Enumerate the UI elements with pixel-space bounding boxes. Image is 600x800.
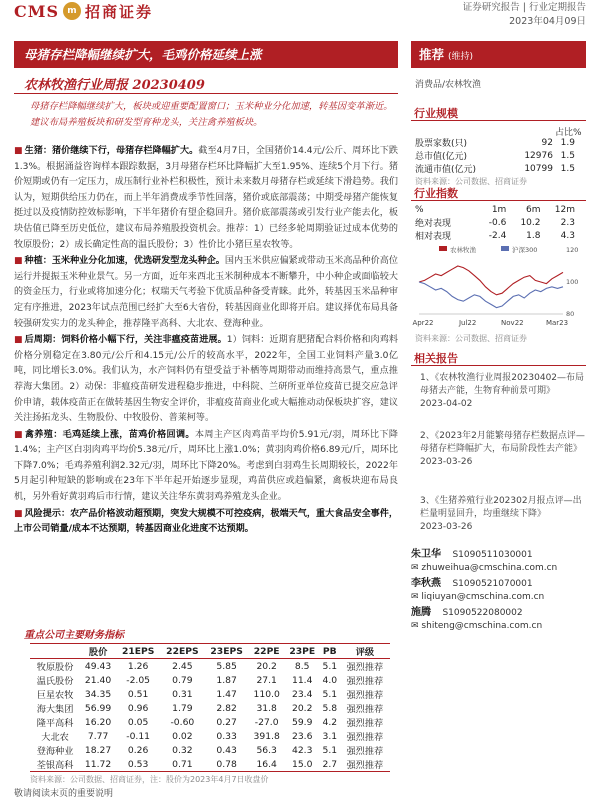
table-row: [415, 162, 575, 175]
key-table-source: 资料来源：公司数据、招商证券，注：股价为2023年4月7日收盘价: [30, 775, 269, 784]
table-cell: 0.33: [216, 730, 237, 742]
analyst-email[interactable]: zhuweihua@cmschina.com.cn: [421, 563, 558, 573]
table-cell: 23.6: [291, 730, 313, 742]
table-cell: 2.7: [320, 757, 340, 772]
table-cell: 强烈推荐: [346, 662, 384, 673]
bullet-icon: ■: [14, 256, 23, 267]
table-cell: 强烈推荐: [346, 746, 384, 757]
table-row: [30, 659, 390, 674]
bullet-icon: ■: [14, 335, 23, 346]
index-cell: %: [415, 204, 424, 215]
table-cell: 16.4: [249, 757, 285, 772]
table-cell: 0.32: [172, 744, 193, 756]
table-cell: 大北农: [41, 732, 69, 743]
table-cell: 强烈推荐: [346, 704, 384, 715]
scale-cell: 92: [541, 137, 553, 148]
table-cell: 110.0: [253, 688, 280, 700]
paragraph-head: 生猪：猪价继续下行，母猪存栏降幅扩大。: [24, 146, 199, 156]
index-cell: 绝对表现: [415, 219, 452, 229]
table-cell: 20.2: [256, 660, 277, 672]
report-subtitle: 农林牧渔行业周报 20230409: [24, 78, 205, 93]
key-financials-table: [30, 643, 390, 772]
mail-icon: ✉: [411, 563, 419, 573]
body-text: [14, 144, 398, 539]
table-row: [415, 149, 575, 162]
related-title: 1、《农林牧渔行业周报20230402—布局母猪去产能，生物育种前景可期》: [420, 373, 585, 397]
paragraph-text: 农产品价格波动超预期，突发大规模不可控疫病，极端天气，重大食品安全事件，上市公司销量/成本不达预期，转基因商业化进度不达预期。: [14, 508, 398, 535]
table-cell: 42.3: [291, 744, 313, 756]
mail-icon: ✉: [411, 621, 419, 631]
rating-sub: (维持): [448, 52, 474, 62]
bullet-icon: ■: [14, 146, 23, 156]
analyst: [411, 606, 542, 633]
table-cell: 15.0: [285, 757, 320, 772]
table-cell: 16.20: [84, 716, 112, 728]
legend-label: 沪深300: [512, 246, 538, 254]
table-cell: 7.77: [87, 730, 109, 742]
paragraph-head: 风险提示：: [24, 508, 71, 519]
series-line: [419, 266, 563, 295]
analyst: [411, 548, 557, 575]
analyst-name: 朱卫华: [411, 549, 441, 560]
analyst-name: 李秋燕: [411, 578, 441, 589]
legend-label: 农林牧渔: [450, 246, 476, 254]
table-cell: 11.4: [291, 674, 313, 686]
table-cell: 59.9: [291, 716, 313, 728]
table-cell: 2.82: [216, 702, 237, 714]
category-label: 消费品/农林牧渔: [415, 80, 482, 90]
logo-mark-icon: m: [63, 2, 81, 20]
table-row: [30, 743, 390, 757]
index-cell: 6m: [526, 204, 541, 215]
related-title: 3、《生猪养殖行业202302月报点评—出栏量明显回升，均重继续下降》: [420, 496, 582, 520]
section-related: 相关报告: [411, 350, 586, 366]
table-header-cell: 22EPS: [160, 644, 204, 659]
scale-cell: 流通市值(亿元): [415, 165, 477, 175]
table-header-cell: 23PE: [285, 644, 320, 659]
analyst-email[interactable]: liqiuyan@cmschina.com.cn: [421, 592, 545, 602]
series-line: [419, 282, 563, 308]
scale-cell: 12976: [524, 150, 553, 161]
table-cell: 0.31: [172, 688, 193, 700]
paragraph-head: 禽养殖：毛鸡延续上涨，苗鸡价格回调。: [24, 429, 195, 440]
index-cell: 4.3: [560, 230, 575, 241]
table-row: [415, 229, 575, 242]
table-cell: 18.27: [84, 744, 112, 756]
index-cell: -0.6: [488, 217, 507, 228]
rating-banner: [411, 41, 586, 68]
analyst-id: S1090521070001: [452, 579, 533, 589]
rating: 推荐: [419, 47, 445, 62]
table-header-row: [30, 644, 390, 659]
table-cell: 强烈推荐: [340, 757, 390, 772]
table-cell: 49.43: [84, 660, 112, 672]
report-date: 2023年04月09日: [509, 16, 586, 27]
x-tick-label: Jul22: [458, 319, 477, 327]
table-cell: 56.99: [84, 702, 112, 714]
table-cell: 1.87: [216, 674, 237, 686]
index-source: 资料来源：公司数据、招商证券: [415, 334, 527, 343]
related-title: 2、《2023年2月能繁母猪存栏数据点评—母猪存栏降幅扩大，布局阶段性去产能》: [420, 431, 585, 455]
table-header-cell: 评级: [340, 644, 390, 659]
analyst-name: 施腾: [411, 607, 431, 618]
table-cell: 4.0: [322, 674, 338, 686]
table-cell: -0.60: [170, 716, 195, 728]
section-index: 行业指数: [411, 185, 586, 201]
index-cell: 10.2: [520, 217, 541, 228]
paragraph-text: 本周主产区肉鸡苗平均价5.91元/羽，周环比下降1.4%；主产区白羽肉鸡平均价5.38元/斤，周环比上涨1.0%；黄羽肉鸡价格6.89元/斤，周环比下降7.0%；毛鸡养殖利润2.32元/羽，周环比下降20%。考虑到白羽鸡生长周期较长，2022年5月起引种短缺的影响或在23年下半年起开始逐步显现，鸡苗供应或趋偏紧，禽板块迎布局良机，另外看好黄羽鸡后市行情，建议关注华东黄羽鸡养殖龙头企业。: [14, 429, 398, 503]
table-row: [415, 136, 575, 149]
related-report: [420, 495, 585, 535]
table-cell: 20.2: [291, 702, 313, 714]
table-cell: 11.72: [80, 757, 116, 772]
index-cell: 相对表现: [415, 232, 452, 242]
analyst-id: S1090522080002: [442, 608, 523, 618]
table-cell: 0.05: [127, 716, 149, 728]
logo: [14, 0, 153, 22]
bullet-icon: ■: [14, 508, 23, 519]
scale-table: [415, 136, 575, 175]
analyst-id: S1090511030001: [452, 550, 533, 560]
index-table: [415, 203, 575, 242]
table-cell: 0.96: [127, 702, 149, 714]
table-cell: 56.3: [256, 744, 277, 756]
table-cell: 1.47: [216, 688, 237, 700]
table-row: [30, 729, 390, 743]
table-cell: 3.1: [322, 730, 338, 742]
table-cell: 5.1: [322, 688, 338, 700]
related-date: 2023-03-26: [420, 522, 473, 533]
logo-cn: 招商证券: [85, 2, 154, 21]
table-cell: 0.79: [172, 674, 193, 686]
table-row: [30, 715, 390, 729]
table-header-cell: [30, 644, 80, 659]
paragraph-text: 1）饲料：近期育肥猪配合料价格和肉鸡料价格分别稳定在3.80元/公斤和4.15元/公斤的较高水平，2022年，全国工业饲料产量3.0亿吨，同比增长3.0%。我们认为，水产饲料仍有望受益于补栖等周期带动而维持高景气，重点推荐海大集团。2）动保：非瘟疫苗研发进程稳步推进，中科院、兰研所亚单位疫苗已提交应急评价申请，载体疫苗正在做转基因生物安全评价，非瘟疫苗商业化或大幅推动动保板块扩容，建议关注扬拓龙头、生物股份、中牧股份、普莱柯等。: [14, 335, 398, 424]
y-tick-label: 100: [566, 278, 579, 286]
table-cell: 强烈推荐: [346, 690, 384, 701]
table-cell: 31.8: [256, 702, 277, 714]
table-cell: 34.35: [84, 688, 112, 700]
paragraph-text: 国内玉米供应偏紧或带动玉米高品种价高位运行并提振玉米种业景气。另一方面，近年来西北玉米制种成本不断攀升，中小种企或面临较大的资金压力，行业或将加速分化；权瑞天气考验下优质品种备受青睐。此外，转基因玉米品种审定有序推进，2023年试点范围已经扩大至6大省份，转基因商业化即将开启。建议择优布局具备较强研发实力的龙头种企，推荐隆平高科、大北农、登海种业。: [14, 256, 398, 329]
scale-cell: 1.5: [560, 163, 575, 174]
table-cell: 牧原股份: [36, 662, 74, 673]
paragraph-head: 种植：玉米种业分化加速，优选研发型龙头种企。: [24, 256, 225, 267]
table-cell: 荃银高科: [30, 757, 80, 772]
table-cell: 海大集团: [36, 704, 74, 715]
table-cell: 0.53: [116, 757, 160, 772]
table-row: [30, 687, 390, 701]
related-report: [420, 430, 585, 470]
table-cell: 0.43: [216, 744, 237, 756]
x-tick-label: Mar23: [545, 319, 569, 327]
table-cell: 8.5: [294, 660, 310, 672]
related-date: 2023-03-26: [420, 457, 473, 468]
table-cell: 隆平高科: [36, 718, 74, 729]
paragraph: [14, 333, 398, 427]
legend-swatch: [501, 246, 509, 251]
scale-cell: 1.5: [560, 150, 575, 161]
table-header-cell: 22PE: [249, 644, 285, 659]
report-type: 证券研究报告 | 行业定期报告: [462, 2, 586, 13]
index-cell: 1.8: [526, 230, 541, 241]
table-cell: 巨星农牧: [36, 690, 74, 701]
scale-cell: 1.9: [560, 137, 575, 148]
paragraph: [14, 144, 398, 253]
table-row: [415, 216, 575, 229]
paragraph-text: 截至4月7日，全国猪价14.4元/公斤、周环比下跌1.3%。根据涌益咨询样本跟踪数据，3月母猪存栏环比降幅扩大至1.95%、连续5个月下行。猪价短期或仍有一定压力，成压制行业补栏积极性，预计未来数月母猪存栏或延续下滑趋势。我们认为，短期供给压力仍在，而上半年消费成季节性回落，猪价或底部震荡；中期受母猪产能恢复挺过以及疫情防控效标影响，下半年猪价有望企稳回升。猪价底部震荡或引发行业产能去化，板块估值已降至历史低位，建议布局养殖股投资机会。推荐：1）已经多轮周期验证过成本优势的牧原股份；2）成长确定性高的温氏股份；3）性价比小猪巨星农牧等。: [14, 146, 398, 250]
index-cell: 1m: [491, 204, 507, 215]
table-cell: 强烈推荐: [346, 718, 384, 729]
table-row: [30, 673, 390, 687]
table-cell: 登海种业: [36, 746, 74, 757]
key-table-title: 重点公司主要财务指标: [24, 630, 124, 641]
related-report: [420, 372, 585, 412]
table-cell: 5.1: [322, 744, 338, 756]
paragraph: [14, 507, 398, 538]
paragraph-head: 后周期：饲料价格小幅下行，关注非瘟疫苗进展。: [24, 335, 227, 346]
scale-header: 占比%: [555, 128, 582, 138]
table-header-cell: 股价: [80, 644, 116, 659]
x-tick-label: Apr22: [412, 319, 434, 327]
table-cell: 5.85: [216, 660, 237, 672]
table-cell: 5.1: [322, 660, 338, 672]
table-row: [415, 203, 575, 216]
logo-cms: CMS: [14, 1, 59, 21]
table-cell: 391.8: [253, 730, 280, 742]
table-row: [30, 701, 390, 715]
index-chart: [411, 244, 586, 330]
y-tick-label: 80: [566, 310, 575, 318]
table-cell: 0.02: [172, 730, 193, 742]
index-cell: -2.4: [488, 230, 507, 241]
related-date: 2023-04-02: [420, 399, 473, 410]
table-cell: -27.0: [254, 716, 279, 728]
table-cell: -0.11: [126, 730, 151, 742]
table-cell: 强烈推荐: [346, 676, 384, 687]
table-cell: 0.51: [127, 688, 149, 700]
index-cell: 2.3: [560, 217, 575, 228]
scale-source: 资料来源：公司数据、招商证券: [415, 177, 527, 186]
table-cell: 5.8: [322, 702, 338, 714]
analyst-email[interactable]: shiteng@cmschina.com.cn: [421, 621, 543, 631]
mail-icon: ✉: [411, 592, 419, 602]
table-cell: 2.45: [172, 660, 193, 672]
divider: [14, 93, 398, 94]
table-cell: 1.26: [127, 660, 149, 672]
table-row: [30, 757, 390, 772]
table-header-cell: PB: [320, 644, 340, 659]
table-header-cell: 21EPS: [116, 644, 160, 659]
x-tick-label: Nov22: [501, 319, 524, 327]
table-cell: 强烈推荐: [346, 732, 384, 743]
table-cell: 0.71: [160, 757, 204, 772]
y-tick-label: 120: [566, 246, 579, 254]
bullet-icon: ■: [14, 429, 23, 440]
table-cell: 1.79: [172, 702, 193, 714]
table-header-cell: 23EPS: [205, 644, 249, 659]
table-cell: 23.4: [291, 688, 313, 700]
title-banner: 母猪存栏降幅继续扩大，毛鸡价格延续上涨: [14, 41, 398, 68]
table-cell: 27.1: [256, 674, 277, 686]
scale-cell: 10799: [524, 163, 553, 174]
table-cell: -2.05: [126, 674, 151, 686]
header-meta: [463, 1, 586, 29]
table-cell: 温氏股份: [36, 676, 74, 687]
table-cell: 21.40: [84, 674, 112, 686]
scale-cell: 股票家数(只): [415, 139, 468, 149]
analyst: [411, 577, 544, 604]
paragraph: [14, 428, 398, 506]
table-cell: 4.2: [322, 716, 338, 728]
summary: 母猪存栏降幅继续扩大，板块或迎重要配置窗口；玉米种业分化加速，转基因变革渐近。建议布局养殖板块和研发型育种龙头，关注禽养殖板块。: [30, 101, 393, 128]
paragraph: [14, 254, 398, 332]
table-cell: 0.27: [216, 716, 237, 728]
table-cell: 0.26: [127, 744, 149, 756]
footer-note: 敬请阅读末页的重要说明: [14, 789, 114, 799]
scale-cell: 总市值(亿元): [415, 152, 468, 162]
index-cell: 12m: [554, 204, 575, 215]
legend-swatch: [439, 246, 447, 251]
section-scale: 行业规模: [411, 105, 586, 121]
table-cell: 0.78: [205, 757, 249, 772]
